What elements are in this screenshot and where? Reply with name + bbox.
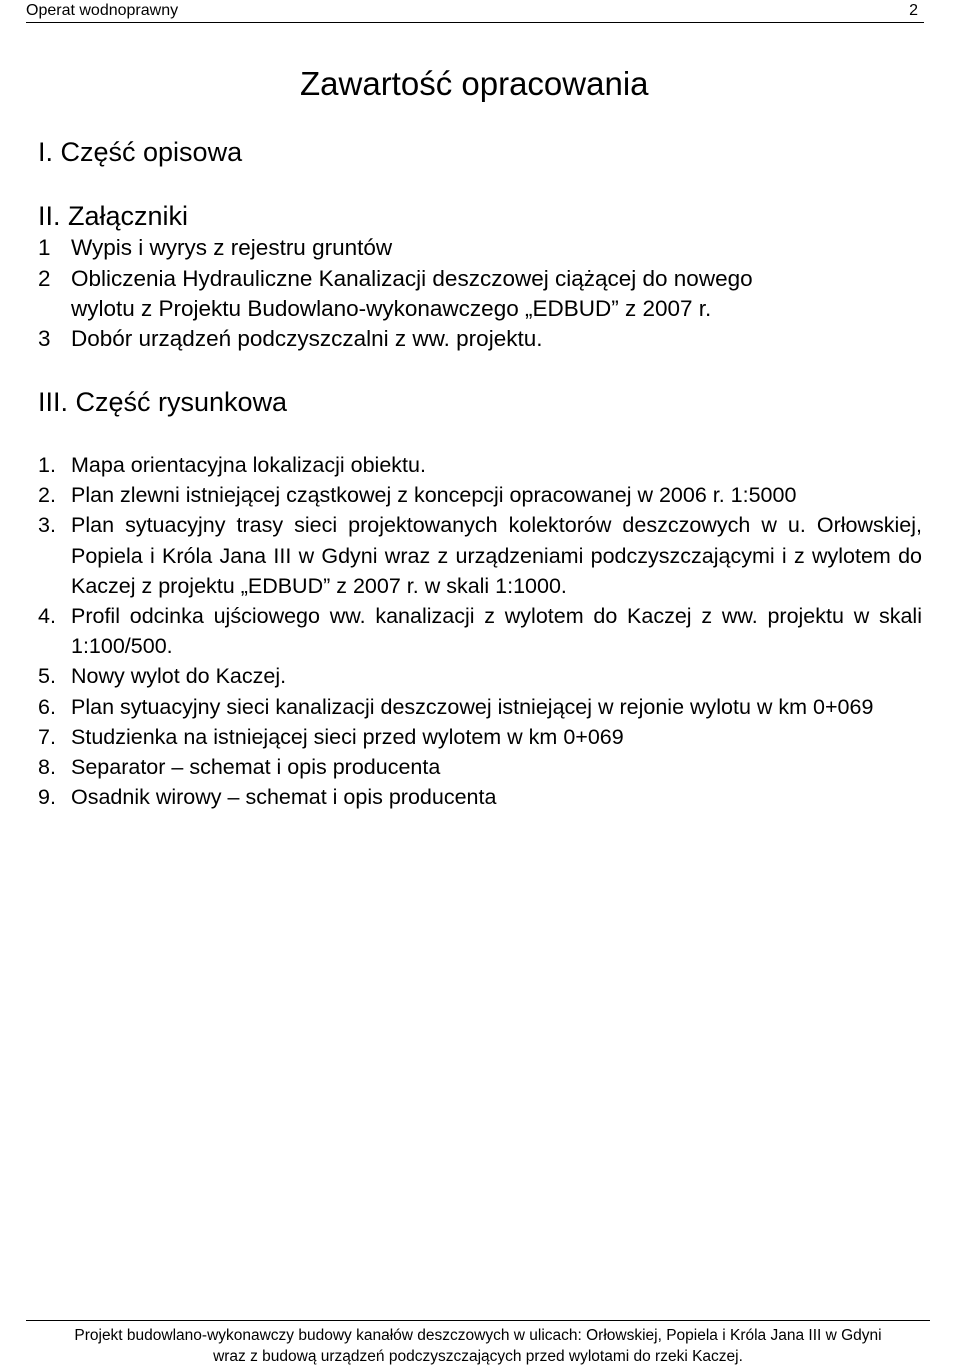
list-item	[38, 601, 922, 661]
list-item	[38, 722, 922, 752]
page-number: 2	[909, 2, 918, 19]
item-number: 4.	[38, 604, 56, 629]
item-text: Profil odcinka ujściowego ww. kanalizacji z wylotem do Kaczej z ww. projektu w skali 1:100/500.	[71, 604, 922, 659]
list-item	[38, 661, 922, 691]
item-number: 2	[38, 266, 51, 291]
page-title: Zawartość opracowania	[300, 65, 649, 102]
drawings-list	[38, 450, 922, 812]
list-item	[38, 692, 922, 722]
list-item	[38, 480, 922, 510]
header-document-type: Operat wodnoprawny	[26, 2, 179, 19]
item-number: 9.	[38, 785, 56, 810]
list-item	[38, 450, 922, 480]
section-heading-drawings: III. Część rysunkowa	[38, 387, 288, 417]
footer-line: Projekt budowlano-wykonawczy budowy kanałów deszczowych w ulicach: Orłowskiej, Popiela i Króla Jana III w Gdyni	[74, 1327, 882, 1344]
list-item	[38, 510, 922, 601]
section-heading-attachments: II. Załączniki	[38, 201, 189, 231]
item-text: Nowy wylot do Kaczej.	[71, 664, 287, 689]
item-text: Plan sytuacyjny trasy sieci projektowanych kolektorów deszczowych w u. Orłowskiej, Popiela i Króla Jana III w Gdyni wraz z urządzeniami podczyszczającymi i z wylotem do Kaczej z projektu „EDBUD” z 2007 r. w skali 1:1000.	[71, 513, 922, 598]
section-heading-descriptive: I. Część opisowa	[38, 137, 243, 167]
attachment-item	[38, 233, 392, 263]
item-number: 3.	[38, 513, 56, 538]
item-text: Studzienka na istniejącej sieci przed wylotem w km 0+069	[71, 724, 624, 749]
attachment-item	[38, 264, 753, 294]
item-text: Plan sytuacyjny sieci kanalizacji deszczowej istniejącej w rejonie wylotu w km 0+069	[71, 694, 874, 719]
item-text: Plan zlewni istniejącej cząstkowej z koncepcji opracowanej w 2006 r. 1:5000	[71, 483, 797, 508]
item-number: 1.	[38, 453, 56, 477]
list-item	[38, 782, 922, 812]
footer-line: wraz z budową urządzeń podczyszczających przed wylotami do rzeki Kaczej.	[213, 1348, 743, 1365]
item-text: Mapa orientacyjna lokalizacji obiektu.	[71, 453, 426, 477]
item-text: Obliczenia Hydrauliczne Kanalizacji deszczowej ciążącej do nowego	[71, 266, 753, 291]
attachment-item-continuation	[71, 294, 711, 324]
item-number: 5.	[38, 664, 56, 689]
item-number: 2.	[38, 483, 56, 508]
page-footer	[26, 1320, 930, 1367]
item-text: Dobór urządzeń podczyszczalni z ww. projektu.	[71, 326, 543, 351]
item-text: Osadnik wirowy – schemat i opis producenta	[71, 785, 497, 810]
item-number: 6.	[38, 694, 56, 719]
item-number: 3	[38, 326, 51, 351]
page-header	[26, 0, 924, 23]
item-number: 7.	[38, 724, 56, 749]
item-number: 1	[38, 235, 51, 260]
item-text: Separator – schemat i opis producenta	[71, 755, 441, 780]
item-text: wylotu z Projektu Budowlano-wykonawczego „EDBUD” z 2007 r.	[71, 296, 712, 321]
list-item	[38, 752, 922, 782]
attachment-item	[38, 324, 542, 354]
item-text: Wypis i wyrys z rejestru gruntów	[71, 235, 393, 260]
item-number: 8.	[38, 755, 56, 780]
